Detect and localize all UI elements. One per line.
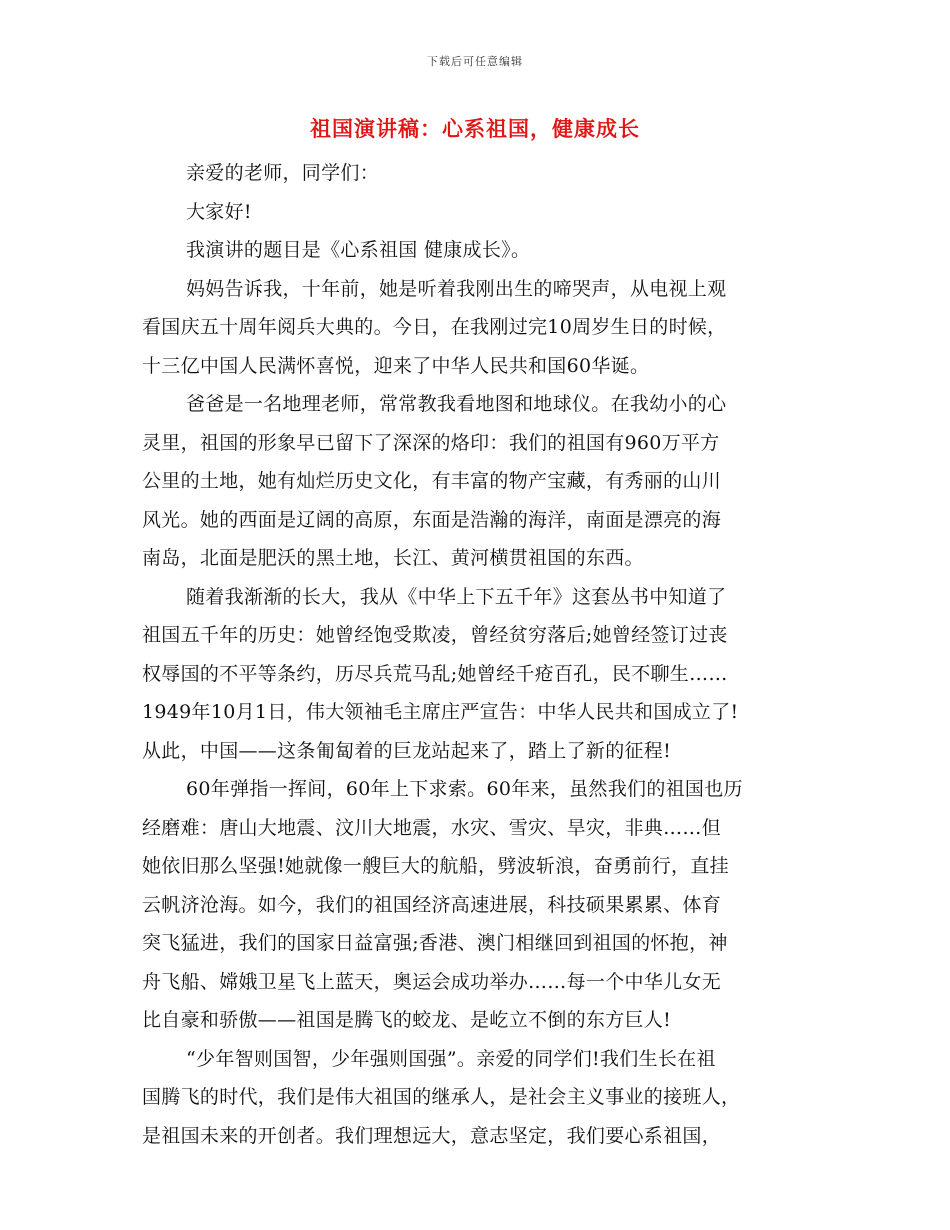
text-line: 祖国五千年的历史：她曾经饱受欺凌，曾经贫穷落后;她曾经签订过丧 [142,624,728,646]
text-line: 舟飞船、嫦娥卫星飞上蓝天，奥运会成功举办……每一个中华儿女无 [142,970,722,993]
text-line: 看国庆五十周年阅兵大典的。今日，在我刚过完10周岁生日的时候， [142,316,727,338]
text-line: 南岛，北面是肥沃的黑土地，长江、黄河横贯祖国的东西。 [142,547,644,569]
text-line: 权辱国的不平等条约，历尽兵荒马乱;她曾经千疮百孔，民不聊生…… [142,662,728,685]
text-line: 60年弹指一挥间，60年上下求索。60年来，虽然我们的祖国也历 [186,778,743,800]
text-line: 1949年10月1日，伟大领袖毛主席庄严宣告：中华人民共和国成立了! [142,701,739,723]
text-line: 从此，中国——这条匍匐着的巨龙站起来了，踏上了新的征程! [142,739,672,762]
text-line: 妈妈告诉我，十年前，她是听着我刚出生的啼哭声，从电视上观 [186,277,727,300]
text-line: 国腾飞的时代，我们是伟大祖国的继承人，是社会主义事业的接班人， [142,1086,741,1108]
text-line: 云帆济沧海。如今，我们的祖国经济高速进展，科技硕果累累、体育 [142,893,722,916]
text-line: 风光。她的西面是辽阔的高原，东面是浩瀚的海洋，南面是漂亮的海 [142,508,722,531]
text-line: 公里的土地，她有灿烂历史文化，有丰富的物产宝藏，有秀丽的山川 [142,470,722,492]
text-line: 她依旧那么坚强!她就像一艘巨大的航船，劈波斩浪，奋勇前行，直挂 [142,855,729,877]
text-line: 十三亿中国人民满怀喜悦，迎来了中华人民共和国60华诞。 [142,354,650,377]
text-line: “少年智则国智，少年强则国强”。亲爱的同学们!我们生长在祖 [186,1047,716,1070]
text-line: 爸爸是一名地理老师，常常教我看地图和地球仪。在我幼小的心 [186,393,727,415]
text-line: 随着我渐渐的长大，我从《中华上下五千年》这套丛书中知道了 [186,585,727,608]
text-line: 大家好! [186,200,252,223]
document-title: 祖国演讲稿：心系祖国，健康成长 [310,116,640,141]
text-line: 经磨难：唐山大地震、汶川大地震，水灾、雪灾、旱灾，非典……但 [142,816,722,839]
text-line: 比自豪和骄傲——祖国是腾飞的蛟龙、是屹立不倒的东方巨人! [142,1009,672,1031]
text-line: 我演讲的题目是《心系祖国 健康成长》。 [186,239,531,261]
text-line: 是祖国未来的开创者。我们理想远大，意志坚定，我们要心系祖国， [142,1124,722,1147]
text-line: 亲爱的老师，同学们： [186,162,380,184]
text-line: 灵里，祖国的形象早已留下了深深的烙印：我们的祖国有960万平方 [142,431,720,454]
header-note: 下载后可任意编辑 [427,55,523,68]
text-line: 突飞猛进，我们的国家日益富强;香港、澳门相继回到祖国的怀抱，神 [142,932,728,954]
document-body [142,154,814,1155]
